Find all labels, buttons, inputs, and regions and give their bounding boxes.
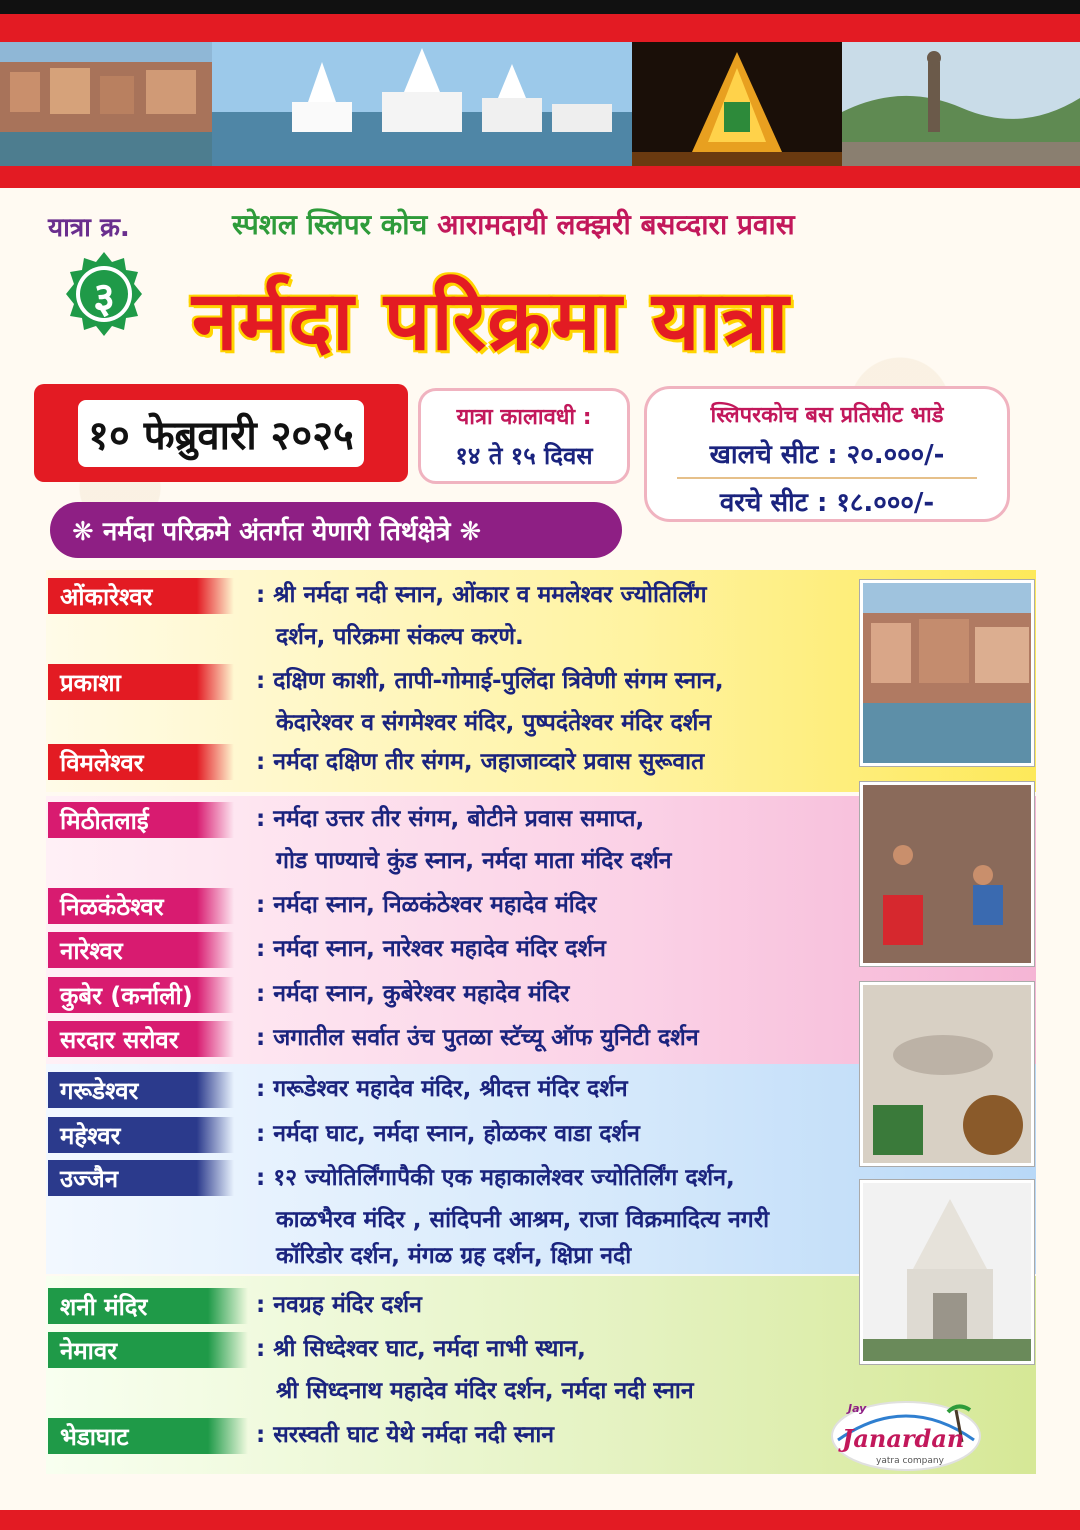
place-vimaleshwar: विमलेश्वर xyxy=(48,744,234,780)
photo-ghat-town xyxy=(860,580,1034,766)
coach-label: स्पेशल स्लिपर कोच xyxy=(232,208,428,241)
header-photo-band xyxy=(0,42,1080,166)
top-red-band xyxy=(0,14,1080,42)
page-title: नर्मदा परिक्रमा यात्रा xyxy=(192,274,790,369)
place-prakasha: प्रकाशा xyxy=(48,664,234,700)
photo-white-shrine xyxy=(860,1180,1034,1364)
desc-line: : नर्मदा घाट, नर्मदा स्नान, होळकर वाडा दर्शन xyxy=(256,1121,640,1147)
place-desc-nemawar xyxy=(256,1328,694,1412)
photo-omkareshwar-town xyxy=(0,42,212,166)
yatra-number-badge xyxy=(66,250,142,350)
place-maheshwar: महेश्वर xyxy=(48,1117,234,1153)
place-desc-vimaleshwar xyxy=(256,741,704,783)
logo-main-text: Janardan xyxy=(842,1424,965,1453)
desc-line: : श्री नर्मदा नदी स्नान, ओंकार व ममलेश्वर ज्योतिर्लिंग xyxy=(256,582,707,608)
janardan-logo xyxy=(828,1396,984,1474)
place-desc-bhedaghat xyxy=(256,1414,554,1456)
departure-date: १० फेब्रुवारी २०२५ xyxy=(78,400,364,467)
fare-box xyxy=(644,386,1010,522)
place-ujjain: उज्जैन xyxy=(48,1160,234,1196)
place-desc-sardar-sarovar xyxy=(256,1017,699,1059)
photo-shivling-offerings xyxy=(860,982,1034,1166)
desc-line: : १२ ज्योतिर्लिंगापैकी एक महाकालेश्वर ज्योतिर्लिंग दर्शन, xyxy=(256,1165,735,1191)
subtitle xyxy=(232,205,795,243)
place-desc-nareshwar xyxy=(256,928,606,970)
photo-white-temples xyxy=(212,42,632,166)
desc-line: : नवग्रह मंदिर दर्शन xyxy=(256,1292,422,1318)
place-omkareshwar: ओंकारेश्वर xyxy=(48,578,234,614)
place-nilkantheshwar: निळकंठेश्वर xyxy=(48,888,234,924)
yatra-number: ३ xyxy=(93,273,115,322)
top-dark-strip xyxy=(0,0,1080,14)
duration-box xyxy=(418,388,630,484)
fare-lower-seat: खालचे सीट : २०.०००/- xyxy=(709,440,945,470)
desc-line: काळभैरव मंदिर , सांदिपनी आश्रम, राजा विक्रमादित्य नगरी xyxy=(276,1207,770,1233)
desc-line: : नर्मदा स्नान, कुबेरेश्वर महादेव मंदिर xyxy=(256,981,570,1007)
desc-line: : श्री सिध्देश्वर घाट, नर्मदा नाभी स्थान, xyxy=(256,1336,586,1362)
place-desc-maheshwar xyxy=(256,1113,640,1155)
place-nemawar: नेमावर xyxy=(48,1332,248,1368)
place-desc-garudeshwar xyxy=(256,1068,628,1110)
desc-line: दर्शन, परिक्रमा संकल्प करणे. xyxy=(276,624,524,650)
place-desc-kuber xyxy=(256,973,569,1015)
desc-line: केदारेश्वर व संगमेश्वर मंदिर, पुष्पदंतेश्वर मंदिर दर्शन xyxy=(276,710,712,736)
fare-label: स्लिपरकोच बस प्रतिसीट भाडे xyxy=(710,403,944,428)
red-divider-band xyxy=(0,166,1080,188)
bottom-red-band xyxy=(0,1510,1080,1530)
place-desc-prakasha xyxy=(256,660,724,744)
duration-label: यात्रा कालावधी : xyxy=(456,405,592,430)
place-desc-ujjain xyxy=(256,1157,769,1277)
desc-line: : सरस्वती घाट येथे नर्मदा नदी स्नान xyxy=(256,1422,555,1448)
place-garudeshwar: गरूडेश्वर xyxy=(48,1072,234,1108)
date-box xyxy=(34,384,408,482)
logo-sub-text: yatra company xyxy=(876,1456,944,1466)
desc-line: कॉरिडोर दर्शन, मंगळ ग्रह दर्शन, क्षिप्रा नदी xyxy=(276,1243,632,1269)
place-desc-omkareshwar xyxy=(256,574,707,658)
desc-line: गोड पाण्याचे कुंड स्नान, नर्मदा माता मंदिर दर्शन xyxy=(276,848,672,874)
place-mithitalai: मिठीतलाई xyxy=(48,802,234,838)
desc-line: : दक्षिण काशी, तापी-गोमाई-पुलिंदा त्रिवेणी संगम स्नान, xyxy=(256,668,724,694)
desc-line: : नर्मदा स्नान, निळकंठेश्वर महादेव मंदिर xyxy=(256,892,597,918)
desc-line: : जगातील सर्वात उंच पुतळा स्टॅच्यू ऑफ युनिटी दर्शन xyxy=(256,1025,699,1051)
photo-lit-temple-night xyxy=(632,42,842,166)
photo-river-bathers xyxy=(860,782,1034,966)
desc-line: श्री सिध्दनाथ महादेव मंदिर दर्शन, नर्मदा नदी स्नान xyxy=(276,1378,694,1404)
section-title: ❋ नर्मदा परिक्रमे अंतर्गत येणारी तिर्थक्षेत्रे ❋ xyxy=(50,502,622,558)
place-desc-shani-mandir xyxy=(256,1284,422,1326)
desc-line: : गरूडेश्वर महादेव मंदिर, श्रीदत्त मंदिर दर्शन xyxy=(256,1076,628,1102)
desc-line: : नर्मदा स्नान, नारेश्वर महादेव मंदिर दर्शन xyxy=(256,936,606,962)
logo-top-text: Jay xyxy=(848,1402,867,1415)
place-desc-mithitalai xyxy=(256,798,672,882)
place-shani-mandir: शनी मंदिर xyxy=(48,1288,248,1324)
desc-line: : नर्मदा दक्षिण तीर संगम, जहाजाव्दारे प्रवास सुरूवात xyxy=(256,749,705,775)
place-desc-nilkantheshwar xyxy=(256,884,596,926)
place-kuber: कुबेर (कर्नाली) xyxy=(48,977,234,1013)
duration-value: १४ ते १५ दिवस xyxy=(455,442,593,470)
photo-statue-of-unity xyxy=(842,42,1080,166)
desc-line: : नर्मदा उत्तर तीर संगम, बोटीने प्रवास समाप्त, xyxy=(256,806,645,832)
travel-label: आरामदायी लक्झरी बसव्दारा प्रवास xyxy=(437,208,795,241)
place-bhedaghat: भेडाघाट xyxy=(48,1418,248,1454)
place-nareshwar: नारेश्वर xyxy=(48,932,234,968)
fare-upper-seat: वरचे सीट : १८.०००/- xyxy=(677,477,977,519)
place-sardar-sarovar: सरदार सरोवर xyxy=(48,1021,234,1057)
yatra-number-label: यात्रा क्र. xyxy=(48,213,130,243)
